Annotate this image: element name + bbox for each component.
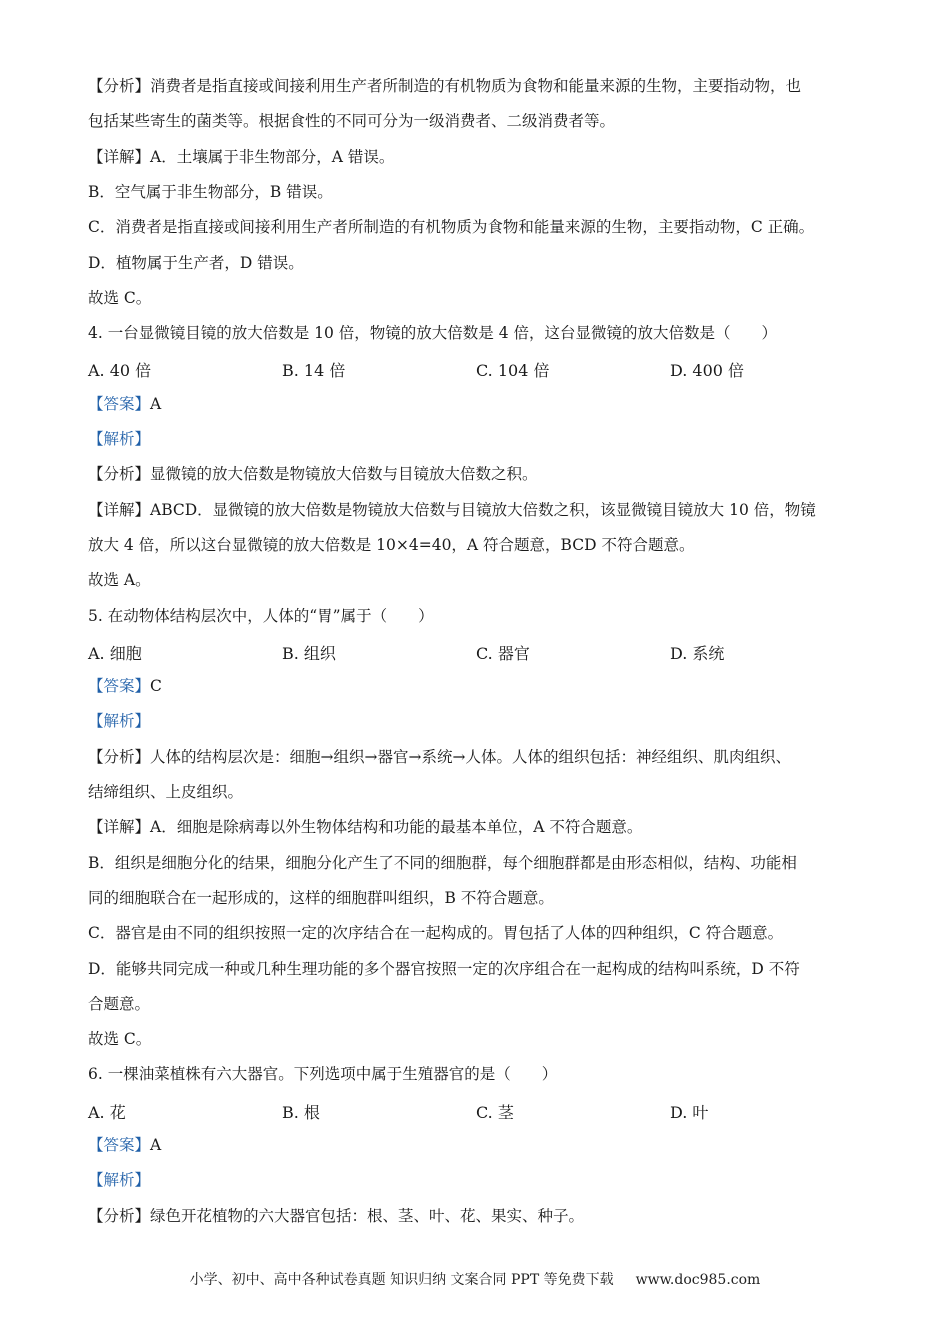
line-text: 4. 一台显微镜目镜的放大倍数是 10 倍，物镜的放大倍数是 4 倍，这台显微镜的放大倍数是（ ）: [88, 324, 778, 343]
text-line: [88, 500, 816, 520]
text-line: [88, 217, 814, 237]
line-text: 显微镜的放大倍数是物镜放大倍数与目镜放大倍数之积。: [150, 465, 538, 484]
line-text: 绿色开花植物的六大器官包括：根、茎、叶、花、果实、种子。: [150, 1206, 585, 1225]
line-text: 同的细胞联合在一起形成的，这样的细胞群叫组织，B 不符合题意。: [88, 888, 554, 907]
line-text: 消费者是指直接或间接利用生产者所制造的有机物质为食物和能量来源的生物，主要指动物，也: [150, 77, 802, 95]
text-line: [88, 1029, 151, 1049]
text-line: [88, 747, 791, 767]
answer-option: B. 根: [282, 1102, 320, 1122]
line-text: C．消费者是指直接或间接利用生产者所制造的有机物质为食物和能量来源的生物，主要指动物，C 正确。: [88, 218, 815, 237]
line-text: A．细胞是除病毒以外生物体结构和功能的最基本单位，A 不符合题意。: [150, 818, 643, 837]
text-line: [88, 464, 538, 484]
text-line: [88, 182, 333, 202]
text-line: [88, 1206, 584, 1226]
line-text: ABCD．显微镜的放大倍数是物镜放大倍数与目镜放大倍数之积，该显微镜目镜放大 10 倍，物镜: [150, 500, 816, 519]
text-line: [88, 1135, 161, 1155]
line-text: 结缔组织、上皮组织。: [88, 783, 244, 801]
answer-option: D. 叶: [670, 1102, 709, 1122]
line-text: 包括某些寄生的菌类等。根据食性的不同可分为一级消费者、二级消费者等。: [88, 112, 616, 131]
text-line: [88, 429, 150, 449]
text-line: [88, 288, 151, 308]
section-tag: 【分析】: [88, 747, 151, 766]
section-tag: 【详解】: [88, 500, 151, 519]
text-line: [88, 570, 151, 590]
answer-option: B. 14 倍: [282, 361, 346, 381]
section-tag: 【分析】: [88, 1206, 151, 1225]
answer-options: [0, 358, 800, 381]
line-text: D．植物属于生产者，D 错误。: [88, 253, 304, 272]
line-text: 人体的结构层次是：细胞→组织→器官→系统→人体。人体的组织包括：神经组织、肌肉组织、: [150, 747, 791, 766]
text-line: [88, 817, 642, 837]
answer-option: D. 400 倍: [670, 361, 745, 381]
text-line: [88, 923, 783, 943]
line-text: 故选 A。: [88, 571, 151, 590]
line-text: 6. 一棵油菜植株有六大器官。下列选项中属于生殖器官的是（ ）: [88, 1065, 558, 1084]
line-text: A: [150, 1136, 162, 1154]
text-line: [88, 1170, 150, 1190]
answer-option: A. 40 倍: [88, 361, 152, 381]
answer-option: A. 花: [88, 1102, 126, 1122]
section-tag: 【分析】: [88, 465, 151, 484]
text-line: [88, 994, 150, 1014]
line-text: A．土壤属于非生物部分，A 错误。: [150, 147, 395, 166]
page-footer: [0, 1270, 950, 1290]
section-tag: 【答案】: [88, 394, 151, 413]
line-text: B．空气属于非生物部分，B 错误。: [88, 182, 333, 201]
text-line: [88, 676, 162, 696]
answer-options: [0, 641, 800, 661]
line-text: 故选 C。: [88, 288, 152, 307]
text-line: [88, 535, 694, 555]
section-tag: 【详解】: [88, 147, 151, 166]
section-tag: 【分析】: [88, 77, 151, 95]
text-line: [88, 606, 434, 626]
section-tag: 【解析】: [88, 712, 151, 731]
answer-option: C. 104 倍: [476, 361, 550, 381]
text-line: [88, 111, 615, 131]
answer-option: A. 细胞: [88, 643, 142, 663]
line-text: C．器官是由不同的组织按照一定的次序结合在一起构成的。胃包括了人体的四种组织，C 符合题意。: [88, 924, 784, 943]
answer-options: [0, 1100, 800, 1120]
text-line: [88, 394, 161, 414]
footer-url[interactable]: www.doc985.com: [635, 1272, 761, 1288]
answer-option: D. 系统: [670, 643, 725, 663]
text-line: [88, 76, 801, 96]
text-line: [88, 1064, 557, 1084]
line-text: D．能够共同完成一种或几种生理功能的多个器官按照一定的次序组合在一起构成的结构叫系统，D 不符: [88, 959, 800, 978]
line-text: 5. 在动物体结构层次中，人体的“胃”属于（ ）: [88, 606, 434, 625]
text-line: [88, 147, 394, 167]
section-tag: 【答案】: [88, 1136, 151, 1154]
section-tag: 【解析】: [88, 1171, 151, 1190]
answer-option: B. 组织: [282, 643, 336, 663]
text-line: [88, 888, 554, 908]
line-text: B．组织是细胞分化的结果，细胞分化产生了不同的细胞群，每个细胞群都是由形态相似，结构、功能相: [88, 853, 797, 872]
text-line: [88, 253, 304, 273]
answer-option: C. 茎: [476, 1102, 514, 1122]
text-line: [88, 323, 777, 343]
text-line: [88, 782, 243, 802]
line-text: 故选 C。: [88, 1030, 152, 1049]
line-text: C: [150, 677, 162, 696]
section-tag: 【答案】: [88, 677, 151, 696]
answer-option: C. 器官: [476, 643, 530, 663]
section-tag: 【详解】: [88, 818, 151, 837]
line-text: 合题意。: [88, 994, 151, 1013]
footer-text: 小学、初中、高中各种试卷真题 知识归纳 文案合同 PPT 等免费下载: [189, 1272, 614, 1288]
text-line: [88, 853, 797, 873]
line-text: 放大 4 倍，所以这台显微镜的放大倍数是 10×4=40，A 符合题意，BCD 不符合题意。: [88, 535, 695, 554]
text-line: [88, 711, 150, 731]
text-line: [88, 959, 800, 979]
line-text: A: [150, 394, 162, 413]
section-tag: 【解析】: [88, 430, 151, 448]
